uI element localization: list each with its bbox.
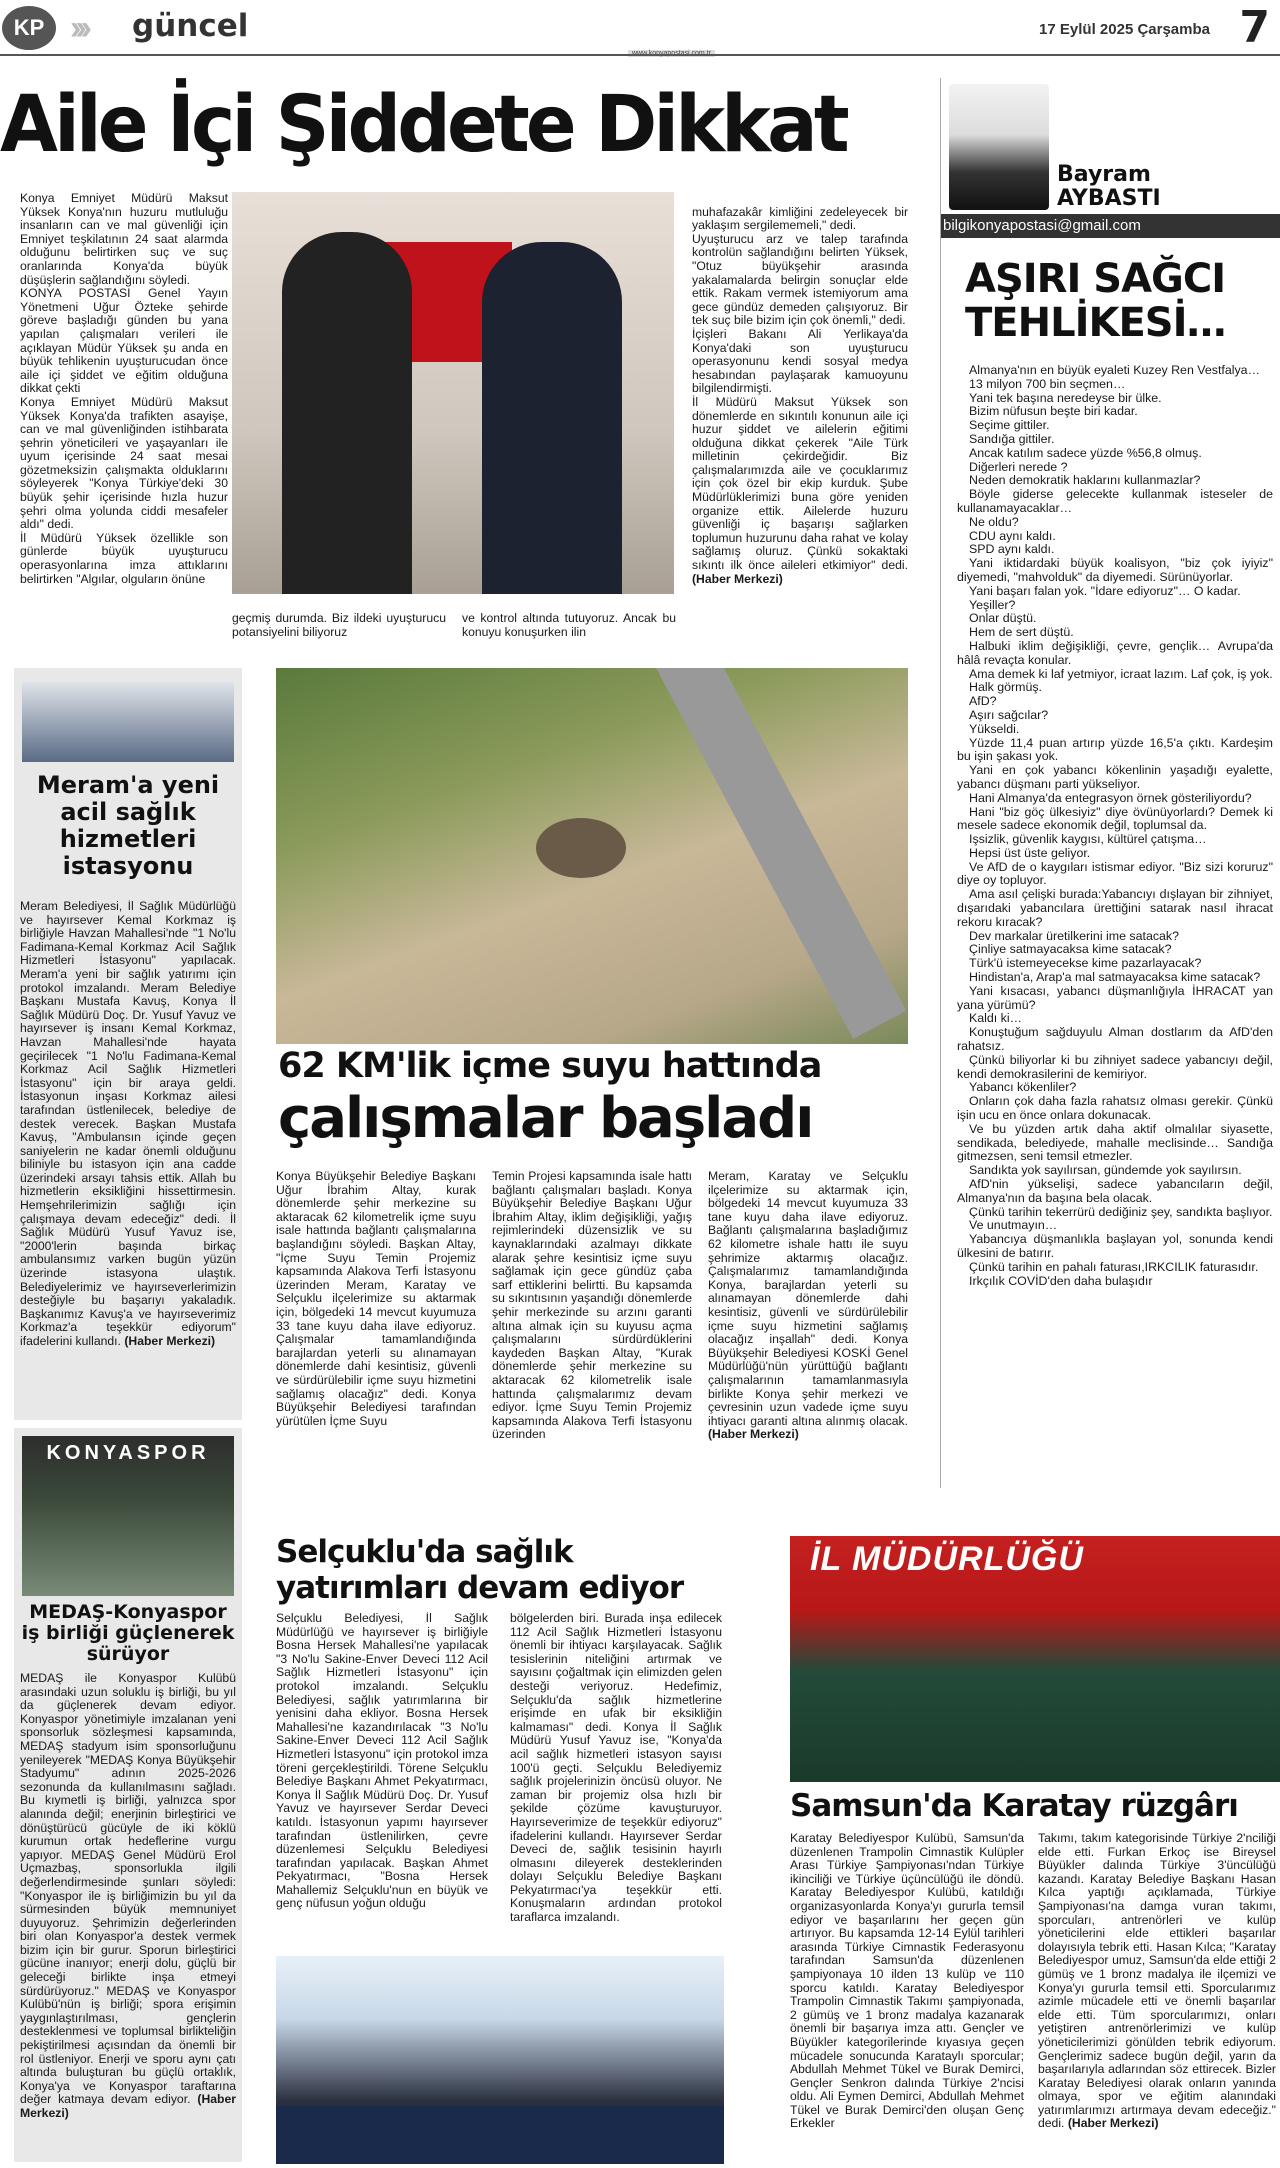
column-line: Hani "biz göç ülkesiyiz" diye övünüyorlardı? Demek ki mesele sadece ekonomik değil, toplumsal da. [957,804,1273,833]
water-excavation [536,818,626,878]
main-under-photo-left: geçmiş durumda. Biz ildeki uyuşturucu potansiyelini biliyoruz [232,611,446,639]
main-col3-text: muhafazakâr kimliğini zedeleyecek bir yaklaşım sergilememeli," dedi. Uyuşturucu arz ve talep tarafında kontrolün sağlandığını belirten Yüksek, "Otuz büyükşehir arasında yakalamalarda belirgin sonuçlar elde ettik. Rakam vermek istemiyorum ama gece gündüz demeden çalışıyoruz. Bir tek suç bile bizim için çok önemli," dedi. İçişleri Bakanı Ali Yerlikaya'da Konya'daki son uyuşturucu operasyonunu kendi sosyal medya hesabından paylaşarak kamuoyunu bilgilendirmişti. İl Müdürü Maksut Yüksek son dönemlerde en sıkıntılı konunun aile içi huzur şiddet ve ailelerin eğitimi olduğuna dikkat çekerek "Aile Türk milletinin çekirdeğidir. Biz çalışmalarımızda aile ve çocuklarımız için çok özel bir ekip kurduk. Şube Müdürlüklerimizi buna göre yeniden organize ettik. Ailelerde huzuru güvenliği iç başarışı sağlarken toplumun huzurunu daha rahat ve kolay sağlamış oluruz. Çünkü sokaktaki sıkıntı ilk önce aileleri etkimiyor" dedi. [692,204,908,573]
column-line: Hani Almanya'da entegrasyon örnek gösteriliyordu? [969,790,1252,805]
column-line: Halbuki iklim değişikliği, çevre, gençlik… Avrupa'da hâlâ revaçta konular. [957,638,1273,667]
selcuklu-title-2: yatırımları devam ediyor [276,1570,684,1606]
column-line: Onlar düştü. [969,611,1037,626]
samsun-photo [790,1536,1280,1782]
selcuklu-table [276,2106,724,2164]
column-line: Işsizlik, güvenlik kaygısı, kültürel çatışma… [969,832,1207,847]
masthead-rule [0,54,1280,56]
water-col3-text: Meram, Karatay ve Selçuklu ilçelerimize su aktarmak için, bölgedeki 14 mevcut kuyumuza 33 tane kuyu daha ilave ediyoruz. Bağlantı çalışmalarına başladığımız 62 kilometre ishale hattı ile suyu şehrimize aktarmış olacağız. Çalışmalarımız tamamlandığında Konya, barajlardan yeterli su alınamayan dönemlerde dahi kesintisiz, güvenli ve sürdürülebilir içme suyu hizmetini sağlamış olacağız inşallah" dedi. Konya Büyükşehir Belediyesi KOSKİ Genel Müdürlüğü'nün yürüttüğü bağlantı çalışmalarının tamamlanmasıyla birlikte Konya şehir merkezi ve çevresinin uzun vadede içme suyu ihtiyacı garanti altına alınmış olacak. [708,1170,908,1428]
water-col1: Konya Büyükşehir Belediye Başkanı Uğur İbrahim Altay, kurak dönemlerde şehir merkezine su aktaracak 62 kilometrelik içme suyu isale hattında bağlantı çalışmalarına başlandığını söyledi. Başkan Altay, "İçme Suyu Temin Projemiz kapsamında Alakova Terfi İstasyonu üzerinden Meram, Karatay ve Selçuklu ilçelerimize su aktarmak için, bölgedeki 14 mevcut kuyumuza 33 tane kuyu daha ilave ediyoruz. Çalışmalar tamamlandığında barajlardan yeterli su alınamayan dönemlerde dahi kesintisiz, güvenli ve sürdürülebilir içme suyu hizmetini sağlamış olacağız" dedi. Konya Büyükşehir Belediyesi tarafından yürütülen İçme Suyu [276,1170,476,1428]
column-line: Kaldı ki… [969,1011,1023,1026]
column-line: Ne oldu? [969,514,1019,529]
column-line: Türk'ü istemeyecekse kime pazarlayacak? [969,956,1202,971]
medas-body [20,1672,236,2158]
column-line: Çinliye satmayacaksa kime satacak? [969,942,1172,957]
column-line: Çünkü tarihin tekerrürü dediğiniz şey, sandıkta başlıyor. [969,1204,1273,1219]
meram-title: Meram'a yeni acil sağlık hizmetleri istasyonu [36,771,220,880]
main-col3 [692,192,908,644]
medas-panel [14,1428,242,2162]
column-title-1: AŞIRI SAĞCI [965,256,1226,302]
water-title-2: çalışmalar başladı [278,1086,813,1151]
medas-photo [22,1436,234,1596]
column-line: Yüzde 11,4 puan artırıp yüzde 16,5'a çıktı. Kardeşim bu işin şakası yok. [957,735,1273,764]
meram-panel [14,668,242,1420]
water-title-1: 62 KM'lik içme suyu hattında [278,1046,822,1086]
column-line: Yeşiller? [969,597,1016,612]
column-line: Diğerleri nerede ? [969,459,1068,474]
column-line: Onların çok daha fazla rahatsız olması gerekir. Çünkü işin ucu en önce onlara dokunacak. [957,1094,1273,1123]
column-line: Ve bu yüzden artık daha aktif olmalılar siyasette, sendikada, belediyede, mahalle meclisinde… Sandığa gitmezsen, seni temsil etmezler. [957,1121,1273,1164]
column-line: Sandıkta yok sayılırsan, gündemde yok sayılırsın. [969,1163,1242,1178]
column-line: Yabancı kökenliler? [969,1080,1077,1095]
meram-body [20,900,236,1415]
column-line: Ancak katılım sadece yüzde %56,8 olmuş. [969,445,1202,460]
column-line: Almanya'nın en büyük eyaleti Kuzey Ren Vestfalya… [969,364,1260,377]
date-label: 17 Eylül 2025 Çarşamba [1039,21,1210,38]
water-photo [276,668,908,1044]
medas-text: MEDAŞ ile Konyaspor Kulübü arasındaki uzun soluklu iş birliği, bu yıl da güçlenerek devam ediyor. Konyaspor yönetimiyle imzalanan yeni sponsorluk sözleşmesi kapsamında, MEDAŞ stadyum isim sponsorluğunu yenileyerek "MEDAŞ Konya Büyükşehir Stadyumu" adının 2025-2026 sezonunda da kullanılmasını sağladı. Bu kıymetli iş birliği, yalnızca spor alanında değil; enerjinin birleştirici ve dönüştürücü gücüyle de iki köklü kurumun ortak hedeflerine vurgu yapıyor. MEDAŞ Genel Müdürü Erol Uçmazbaş, sponsorlukla ilgili değerlendirmesinde şunları söyledi: "Konyaspor ile iş birliğimizin bu yıl da sürmesinden büyük memnuniyet duyuyoruz. Şehrimizin değerlerinden biri olan Konyaspor'a destek vermek bizim için bir gurur. Sporun birleştirici gücüne inanıyor; enerji dolu, güçlü bir geleceği birlikte inşa etmeyi sürdürüyoruz." MEDAŞ ve Konyaspor Kulübü'nün iş birliği; spora erişimin yaygınlaştırılması, gençlerin desteklenmesi ve toplumsal birlikteliğin pekiştirilmesi açısından da önemli bir rol üstleniyor. Enerji ve sporu aynı çatı altında buluşturan bu güçlü ortaklık, Konya'ya ve Konyaspor taraftarına değer katmaya devam ediyor. [20,1672,236,2107]
medas-title: MEDAŞ-Konyaspor iş birliği güçlenerek sürüyor [21,1601,235,1665]
column-line: Ve unutmayın… [969,1218,1058,1233]
meram-text: Meram Belediyesi, İl Sağlık Müdürlüğü ve hayırsever Kemal Korkmaz iş birliğiyle Havzan Mahallesi'nde "1 No'lu Fadimana-Kemal Korkmaz Acil Sağlık Hizmetleri İstasyonu" yapılacak. Meram'a yeni bir sağlık yatırımı için protokol imzalandı. Meram Belediye Başkanı Mustafa Kavuş, Konya İl Sağlık Müdürü Doç. Dr. Yusuf Yavuz ve hayırsever iş insanı Kemal Korkmaz, Havzan Mahallesi'nde hayata geçirilecek "1 No'lu Fadimana-Kemal Korkmaz Acil Sağlık Hizmetleri İstasyonu" için bir araya geldi. İstasyonun inşası Korkmaz ailesi tarafından üstlenilecek, belediye de destek verecek. Başkan Mustafa Kavuş, "Ambulansın içinde geçen saniyelerin ne kadar önemli olduğunu biliniyle bu istasyon için ana cadde üzerindeki arsayı tahsis ettik. Allah bu hizmetlerin eksikliğini hissettirmesin. Hemşehrilerimizin sağlığı için çalışmaya devam edeceğiz" dedi. İl Sağlık Müdürü Yusuf Yavuz ise, "2000'lerin başında birkaç ambulansımız varken bugün yüzün üzerinde istasyona ulaştık. Belediyelerimiz ve hayırseverlerimizin desteğiyle bu başarıyı yakaladık. Başkanımız Kavuş'a ve hayırseverimiz Korkmaz'a teşekkür ediyorum" ifadelerini kullandı. [20,900,236,1348]
main-headline: Aile İçi Şiddete Dikkat [0,80,846,170]
column-panel [940,78,1280,1488]
author-last: AYBASTI [1057,186,1161,211]
author-email[interactable]: bilgikonyapostasi@gmail.com [941,214,1280,238]
column-line: Hindistan'a, Arap'a mal satmayacaksa kime satacak? [969,970,1261,985]
water-credit: (Haber Merkezi) [708,1427,799,1442]
author-photo [949,84,1049,210]
column-line: Sandığa gittiler. [969,431,1055,446]
medas-banner: KONYASPOR [46,1442,210,1464]
meram-photo [22,682,234,762]
page-number: 7 [1239,2,1270,53]
column-line: Yani başarı falan yok. "İdare ediyoruz"… O kadar. [969,583,1241,598]
column-line: Yani kısacası, yabancı düşmanlığıyla İHRACAT yan yana yürümü? [957,983,1273,1012]
column-line: Yani en çok yabancı kökenlinin yaşadığı eyalette, yabancı düşmanı parti yükseliyor. [957,763,1273,791]
author-first: Bayram [1057,162,1151,187]
column-body [957,364,1273,1494]
person-right [482,242,622,594]
column-line: Dev markalar üretilkerini ime satacak? [969,928,1180,943]
samsun-title: Samsun'da Karatay rüzgârı [790,1788,1238,1824]
masthead [0,0,1280,56]
column-line: AfD'nin yükselişi, sadece yabancıların değil, Almanya'nın da başına bela olacak. [957,1177,1273,1205]
samsun-col2-text: Takımı, takım kategorisinde Türkiye 2'nciliği elde etti. Furkan Erkoç ise Bireysel Büyükler dalında Türkiye 3'üncülüğü kazandı. Karatay Belediye Başkanı Hasan Kılca yaptığı açıklamada, Türkiye Şampiyonası'na damga vuran takımı, sporcuları, antrenörleri ve kulüp yöneticilerini elde ettikleri başarılar dolayısıyla tebrik etti. Hasan Kılca; "Karatay Belediyespor umuz, Samsun'da elde ettiği 2 gümüş ve 1 bronz madalya ile ilçemizi ve Konya'yı gururla temsil etti. Sporcularımız azimle mücadele etti ve önemli başarılar elde etti. Tüm sporcularımızı, onları yetiştiren antrenörlerimizi ve kulüp yöneticilerimizi gönülden tebrik ediyorum. Gençlerimiz sadece bugün değil, yarın da başarılarıyla adlarından söz ettirecek. Bizler Karatay Belediyesi olarak onların yanında olmaya, spor ve eğitim alanındaki yatırımlarımızı artırmaya devam edeceğiz." dedi. [1038,1832,1276,2131]
main-photo [232,192,674,594]
water-col3 [708,1170,908,1510]
column-line: AfD? [969,694,997,709]
column-line: Yani tek başına neredeyse bir ülke. [969,390,1162,405]
selcuklu-title-1: Selçuklu'da sağlık [276,1534,573,1570]
column-line: Böyle giderse gelecekte kullanmak isteseler de kullanamayacaklar… [957,487,1273,515]
samsun-credit: (Haber Merkezi) [1067,2116,1159,2131]
column-line: 13 milyon 700 bin seçmen… [969,376,1126,391]
column-line: Bizim nüfusun beşte biri kadar. [969,404,1138,419]
column-line: CDU aynı kaldı. [969,528,1056,543]
samsun-banner: İL MÜDÜRLÜĞÜ [810,1540,1084,1578]
column-line: Konuştuğum sağduyulu Alman dostlarım da AfD'den rahatsız. [957,1025,1273,1054]
meram-credit: (Haber Merkezi) [124,1334,216,1348]
main-credit: (Haber Merkezi) [692,571,783,586]
column-line: Ama demek ki laf yetmiyor, icraat lazım. Laf çok, iş yok. [969,666,1273,681]
selcuklu-col2: bölgelerden biri. Burada inşa edilecek 112 Acil Sağlık Hizmetleri İstasyonu önemli bir ihtiyacı karşılayacak. Sağlık tesislerinin niteliğini artırmak ve sayısını çoğaltmak için elimizden gelen desteği veriyoruz. Hedefimiz, Selçuklu'da sağlık hizmetlerine erişimde en ufak bir eksikliğin kalmaması" dedi. Konya İl Sağlık Müdürü Yusuf Yavuz ise, "Konya'da acil sağlık hizmetleri istasyon sayısı 100'ü geçti. Selçuklu Belediyemiz sağlık projelerinizin öncüsü oluyor. Ne zaman bir projemiz olsa hızlı bir şekilde çözüme kavuşturuyor. Hayırseverimize de teşekkür ediyoruz" ifadelerini kullandı. Hayırsever Serdar Deveci de, sağlık tesisinin hayırlı olmasını dileyerek desteklerinden dolayı Selçuklu Belediye Başkanı Pekyatırmacı'ya teşekkür etti. Konuşmaların ardından protokol taraflarca imzalandı. [510,1612,722,1925]
main-col1: Konya Emniyet Müdürü Maksut Yüksek Konya'nın huzuru mutluluğu insanların can ve mal güvenliği için Emniyet teşkilatının 24 saat alarmda olduğunu belirtirken suç ve suç oranlarında Konya'da büyük düşüşlerin sağlandığını söyledi. KONYA POSTASI Genel Yayın Yönetmeni Uğur Özteke şehirde göreve başladığı günden bu yana yapılan çalışmaları verileri ile açıklayan Müdür Yüksek şu anda en büyük tehlikenin uyuşturucudan önce aile içi şiddet ve eğitim olduğuna dikkat çekti Konya Emniyet Müdürü Maksut Yüksek Konya'da trafikten asayişe, can ve mal güvenliğinden istihbarata şehrin yöneticileri ve yaşayanları ile uyum içerisinde 24 saat mesai gözetmeksizin çalışmakta olduklarını söyleyerek "Konya Türkiye'deki 30 büyük şehir içerisinde hızla huzur şehri olma yolunda ciddi mesafeler aldı" dedi. İl Müdürü Yüksek özellikle son günlerde büyük uyuşturucu operasyonlarına imza attıklarını belirtirken "Algılar, olguların önüne [20,191,228,586]
column-line: Yabancıya düşmanlıkla başlayan yol, sonunda kendi ülkesini de batırır. [957,1232,1273,1260]
medas-credit: (Haber Merkezi) [20,2092,236,2120]
column-line: Neden demokratik haklarını kullanmazlar? [969,473,1201,488]
samsun-col1: Karatay Belediyespor Kulübü, Samsun'da düzenlenen Trampolin Cimnastik Kulüpler Arası Türkiye Şampiyonası'ndan Türkiye ikinciliği ve Türkiye üçüncülüğü ile döndü. Karatay Belediyespor Kulübü, katıldığı organizasyonlarda Konya'yı gururla temsil ediyor ve başarılarını her geçen gün artırıyor. Bu kapsamda 12-14 Eylül tarihleri arasında Türkiye Cimnastik Federasyonu tarafından Samsun'da düzenlenen şampiyonaya 10 ilden 13 kulüp ve 110 sporcu katıldı. Karatay Belediyespor Trampolin Cimnastik Takımı şampiyonada, 2 gümüş ve 1 bronz madalya kazanarak önemli bir başarıya imza attı. Gençler ve Büyükler kategorilerinde kıyasıya geçen mücadele sonucunda Karataylı sporcular; Abdullah Mehmet Tükel ve Burak Demirci, Gençler Senkron dalında Türkiye 2'ncisi oldu. Ali Eymen Demirci, Abdullah Mehmet Tükel ve Burak Demirci'den oluşan Genç Erkekler [790,1832,1024,2131]
column-line: Çünkü biliyorlar ki bu zihniyet sadece yabancıyı değil, kendi demokrasilerini de kemiriyor. [957,1052,1273,1081]
chevrons-icon: ››› [70,9,86,47]
column-line: Halk görmüş. [969,680,1042,695]
column-line: Hem de sert düştü. [969,625,1074,640]
column-line: SPD aynı kaldı. [969,542,1055,557]
main-under-photo-right: ve kontrol altında tutuyoruz. Ancak bu konuyu konuşurken ilin [462,611,676,639]
column-line: Yani iktidardaki büyük koalisyon, "biz çok iyiyiz" diyemedi, "mahvolduk" da diyemedi. Sürünüyorlar. [957,556,1273,584]
person-left [282,232,412,594]
selcuklu-photo [276,1956,724,2164]
column-line: Ve AfD de o kaygıları istismar ediyor. "Biz sizi koruruz" diye oy topluyor. [957,859,1273,888]
column-line: Seçime gittiler. [969,418,1050,433]
kp-logo: KP [2,6,56,50]
section-label: güncel [132,8,249,44]
column-title-2: TEHLİKESİ… [965,300,1226,346]
column-line: Irkçılık COVİD'den daha bulaşıdır [969,1273,1153,1288]
column-line: Hepsi üst üste geliyor. [969,845,1091,860]
column-line: Yükseldi. [969,721,1020,736]
water-col2: Temin Projesi kapsamında isale hattı bağlantı çalışmaları başladı. Konya Büyükşehir Belediye Başkanı Uğur İbrahim Altay, iklim değişikliği, yağış rejimlerindeki düzensizlik ve su kaynaklarındaki azalmayı dikkate alarak şehre kesintisiz içme suyu sağlamak için gece gündüz çaba sarf ettiklerini belirtti. Bu kapsamda su sıkıntısının yaşandığı dönemlerde şehir merkezinde su arzını garanti altına almak için su kuyusu açma çalışmalarını sürdürdüklerini kaydeden Başkan Altay, "Kurak dönemlerde şehir merkezine su aktaracak 62 kilometrelik isale hattında çalışmalarımız devam ediyor. İçme Suyu Temin Projemiz kapsamında Alakova Terfi İstasyonu üzerinden [492,1170,692,1442]
column-line: Aşırı sağcılar? [969,707,1049,722]
water-road [656,668,906,1039]
samsun-col2 [1038,1832,1276,2162]
selcuklu-col1: Selçuklu Belediyesi, İl Sağlık Müdürlüğü ve hayırsever iş birliğiyle Bosna Hersek Mahallesi'ne yapılacak "3 No'lu Sakine-Enver Deveci 112 Acil Sağlık Hizmetleri İstasyonu" için protokol imzalandı. Selçuklu Belediyesi, sağlık yatırımlarına bir yenisini daha ekliyor. Bosna Hersek Mahallesi'ne kazandırılacak "3 No'lu Sakine-Enver Deveci 112 Acil Sağlık Hizmetleri İstasyonu" için protokol imza töreni gerçekleştirildi. Törene Selçuklu Belediye Başkanı Ahmet Pekyatırmacı, Konya İl Sağlık Müdürü Doç. Dr. Yusuf Yavuz ve hayırsever Serdar Deveci katıldı. İstasyonun yapımı hayırsever tarafından üstlenilirken, çevre düzenlemesi Selçuklu Belediyesi tarafından yapılacak. Başkan Ahmet Pekyatırmacı, "Bosna Hersek Mahallemiz Selçuklu'nun en büyük ve genç nüfusun yoğun olduğu [276,1612,488,1911]
column-line: Ama asıl çelişki burada:Yabancıyı dışlayan bir zihniyet, dışarıdaki yabancılara ürettiğini satarak nasıl ihracat rekoru kıracak? [957,887,1273,929]
column-line: Çünkü tarihin en pahalı faturası,IRKCILIK faturasıdır. [969,1259,1259,1274]
